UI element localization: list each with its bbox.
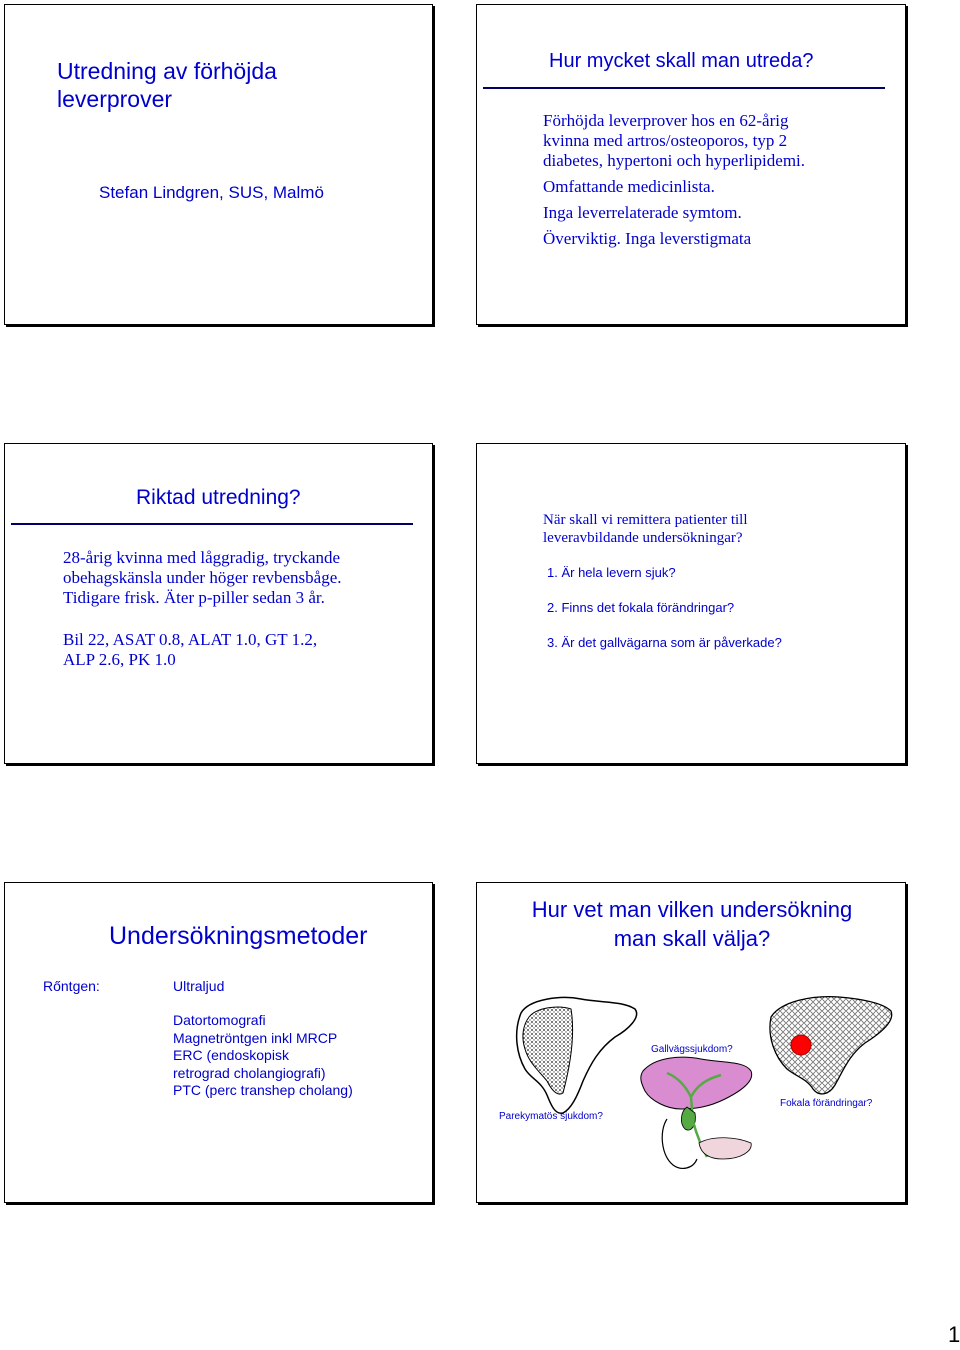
title-rule bbox=[483, 87, 885, 89]
slide-3-body bbox=[63, 548, 342, 670]
body-line: Inga leverrelaterade symtom. bbox=[543, 203, 742, 222]
slide-1 bbox=[4, 4, 433, 325]
focal-liver-illustration bbox=[765, 993, 895, 1099]
lab-line: Bil 22, ASAT 0.8, ALAT 1.0, GT 1.2, bbox=[63, 630, 318, 649]
slide-1-author: Stefan Lindgren, SUS, Malmö bbox=[99, 183, 324, 202]
page-number: 1 bbox=[948, 1322, 960, 1347]
body-line: 28-årig kvinna med låggradig, tryckande bbox=[63, 548, 341, 567]
list-item: 3. Är det gallvägarna som är påverkade? bbox=[547, 635, 782, 650]
body-line: Överviktig. Inga leverstigmata bbox=[543, 229, 752, 248]
body-line: Omfattande medicinlista. bbox=[543, 177, 715, 196]
slide-1-title: Utredning av förhöjda leverprover bbox=[57, 58, 277, 112]
list-item: 2. Finns det fokala förändringar? bbox=[547, 600, 735, 615]
question-line: leveravbildande undersökningar? bbox=[543, 530, 743, 546]
caption-biliary: Gallvägssjukdom? bbox=[651, 1044, 733, 1055]
parenchymal-liver-illustration bbox=[511, 993, 641, 1118]
title-rule bbox=[11, 523, 413, 525]
question-list bbox=[547, 565, 782, 650]
slide-3-title: Riktad utredning? bbox=[136, 486, 301, 509]
slide-5-title: Undersökningsmetoder bbox=[109, 922, 368, 950]
methods-list bbox=[173, 1012, 353, 1100]
body-line: kvinna med artros/osteoporos, typ 2 bbox=[543, 131, 788, 150]
lab-values bbox=[63, 630, 342, 670]
question-line: När skall vi remittera patienter till bbox=[543, 512, 748, 528]
biliary-liver-illustration bbox=[637, 1051, 757, 1181]
body-line: Förhöjda leverprover hos en 62-årig bbox=[543, 111, 789, 130]
slide-6-title bbox=[477, 895, 907, 953]
body-line: obehagskänsla under höger revbensbåge. bbox=[63, 568, 342, 587]
slide-2-body bbox=[543, 111, 805, 249]
list-item: 1. Är hela levern sjuk? bbox=[547, 565, 676, 580]
slide-4-question bbox=[543, 511, 748, 547]
slide-2 bbox=[476, 4, 906, 325]
lab-line: ALP 2.6, PK 1.0 bbox=[63, 650, 176, 669]
caption-parenchymal: Parekymatös sjukdom? bbox=[499, 1111, 603, 1122]
method-item: Magnetröntgen inkl MRCP bbox=[173, 1029, 338, 1046]
body-line: Tidigare frisk. Äter p-piller sedan 3 år. bbox=[63, 588, 325, 607]
method-item: Datortomografi bbox=[173, 1012, 266, 1028]
slide-4 bbox=[476, 443, 906, 764]
title-line: man skall välja? bbox=[613, 926, 771, 951]
method-item: retrograd cholangiografi) bbox=[173, 1064, 326, 1081]
slide-3 bbox=[4, 443, 433, 764]
body-line: diabetes, hypertoni och hyperlipidemi. bbox=[543, 151, 806, 170]
slide-6 bbox=[476, 882, 906, 1203]
xray-label: Rőntgen: bbox=[43, 978, 100, 994]
method-item: ERC (endoskopisk bbox=[173, 1047, 289, 1063]
focal-lesion bbox=[791, 1035, 811, 1055]
title-line: Hur vet man vilken undersökning bbox=[531, 897, 853, 922]
method-item: PTC (perc transhep cholang) bbox=[173, 1082, 353, 1098]
method-first: Ultraljud bbox=[173, 978, 225, 994]
slide-5 bbox=[4, 882, 433, 1203]
caption-focal: Fokala förändringar? bbox=[780, 1098, 873, 1109]
slide-2-title: Hur mycket skall man utreda? bbox=[549, 50, 814, 72]
